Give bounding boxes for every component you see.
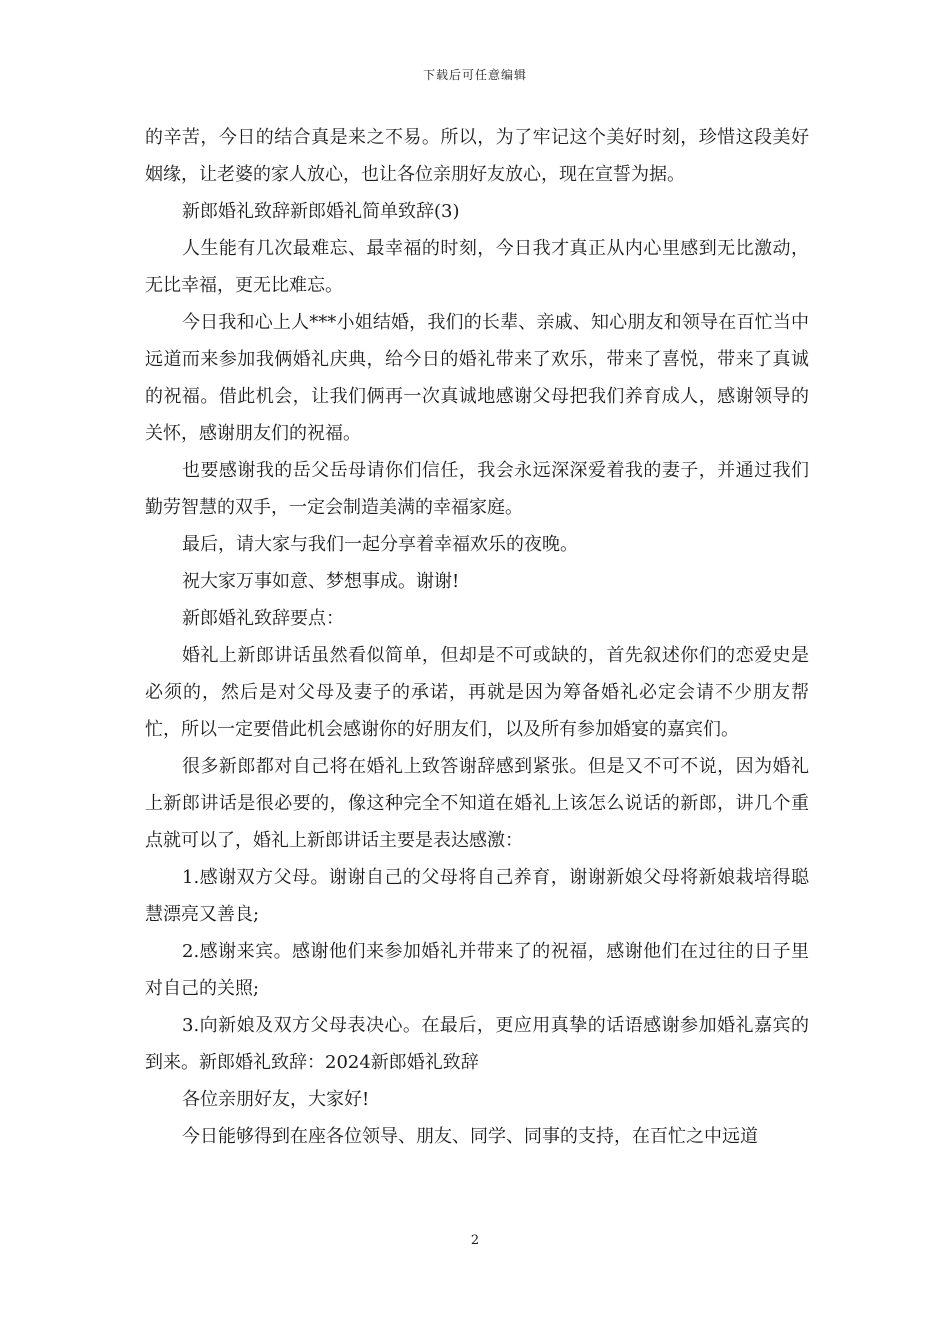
page-number: 2 (470, 1233, 480, 1248)
paragraph: 各位亲朋好友，大家好! (182, 1089, 370, 1110)
section-heading: 新郎婚礼致辞新郎婚礼简单致辞(3) (182, 201, 460, 222)
document-body (145, 119, 809, 1155)
list-item: 2.感谢来宾。感谢他们来参加婚礼并带来了的祝福，感谢他们在过往的日子里对自己的关照; (145, 941, 809, 999)
paragraph: 也要感谢我的岳父岳母请你们信任，我会永远深深爱着我的妻子，并通过我们勤劳智慧的双手，一定会制造美满的幸福家庭。 (145, 460, 809, 518)
paragraph-continuation: 的辛苦，今日的结合真是来之不易。所以，为了牢记这个美好时刻，珍惜这段美好姻缘，让老婆的家人放心，也让各位亲朋好友放心，现在宣誓为据。 (145, 127, 809, 185)
paragraph: 今日我和心上人***小姐结婚，我们的长辈、亲戚、知心朋友和领导在百忙当中远道而来参加我俩婚礼庆典，给今日的婚礼带来了欢乐，带来了喜悦，带来了真诚的祝福。借此机会，让我们俩再一次真诚地感谢父母把我们养育成人，感谢领导的关怀，感谢朋友们的祝福。 (145, 312, 809, 444)
paragraph: 婚礼上新郎讲话虽然看似简单，但却是不可或缺的，首先叙述你们的恋爱史是必须的，然后是对父母及妻子的承诺，再就是因为筹备婚礼必定会请不少朋友帮忙，所以一定要借此机会感谢你的好朋友们，以及所有参加婚宴的嘉宾们。 (145, 645, 809, 740)
list-item: 3.向新娘及双方父母表决心。在最后，更应用真挚的话语感谢参加婚礼嘉宾的到来。新郎婚礼致辞：2024新郎婚礼致辞 (145, 1015, 809, 1073)
list-item: 1.感谢双方父母。谢谢自己的父母将自己养育，谢谢新娘父母将新娘栽培得聪慧漂亮又善良; (145, 867, 809, 925)
page-header: 下载后可任意编辑 (422, 68, 527, 82)
paragraph: 今日能够得到在座各位领导、朋友、同学、同事的支持，在百忙之中远道 (182, 1126, 758, 1147)
paragraph: 很多新郎都对自己将在婚礼上致答谢辞感到紧张。但是又不可不说，因为婚礼上新郎讲话是很必要的，像这种完全不知道在婚礼上该怎么说话的新郎，讲几个重点就可以了，婚礼上新郎讲话主要是表达感激： (145, 756, 809, 851)
paragraph: 人生能有几次最难忘、最幸福的时刻，今日我才真正从内心里感到无比激动，无比幸福，更无比难忘。 (145, 238, 809, 296)
section-heading: 新郎婚礼致辞要点： (182, 608, 344, 629)
paragraph: 最后，请大家与我们一起分享着幸福欢乐的夜晚。 (182, 534, 578, 555)
paragraph: 祝大家万事如意、梦想事成。谢谢! (182, 571, 460, 592)
